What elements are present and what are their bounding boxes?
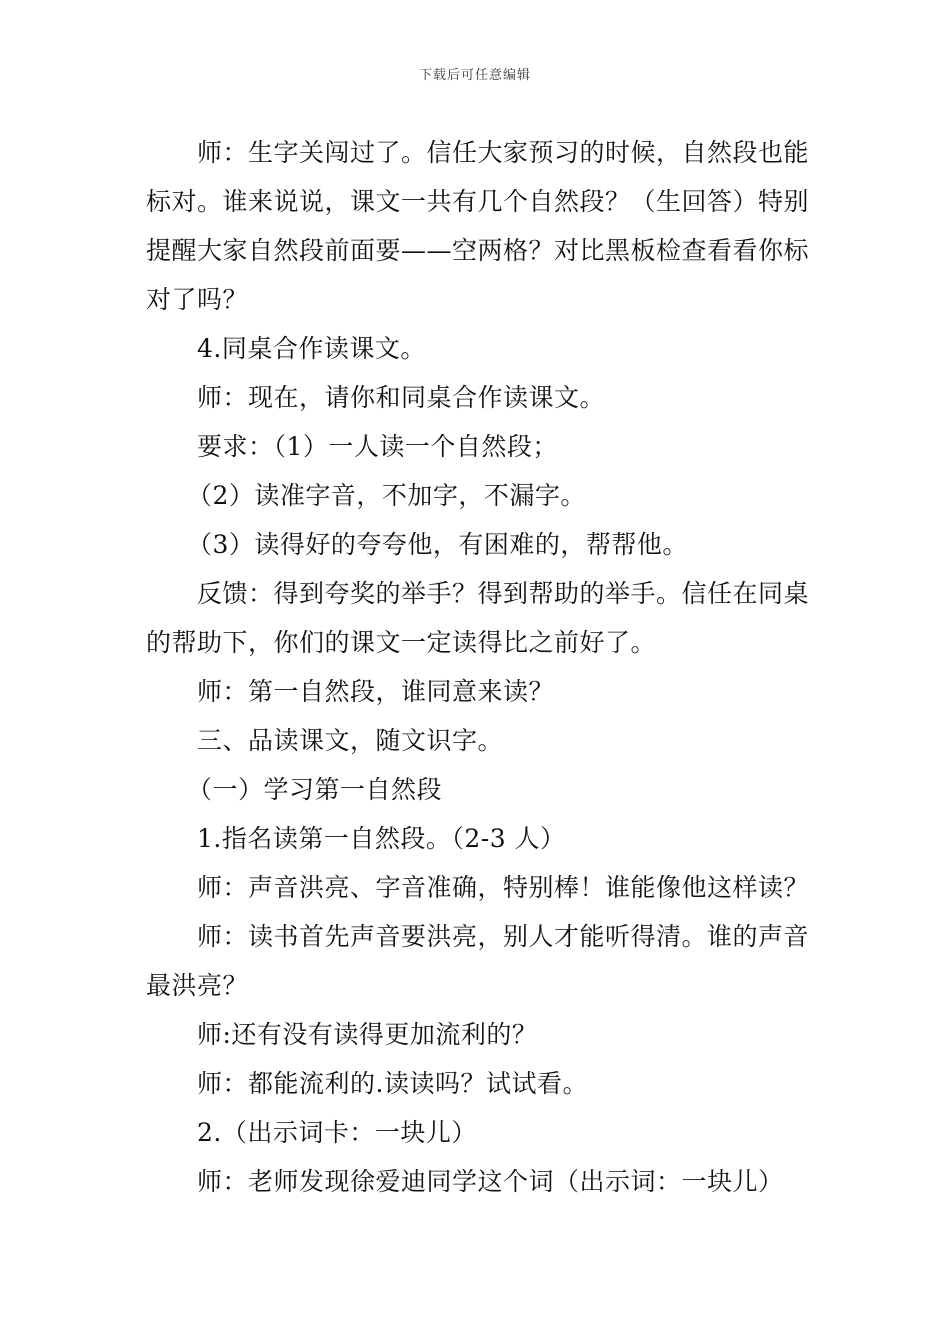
paragraph-2: 4.同桌合作读课文。 [197, 334, 426, 363]
paragraph-7: 反馈：得到夸奖的举手？得到帮助的举手。信任在同桌的帮助下，你们的课文一定读得比之前好了。 [146, 579, 810, 657]
paragraph-17: 师：老师发现徐爱迪同学这个词（出示词：一块儿） [197, 1167, 784, 1196]
subsection-heading-1: （一）学习第一自然段 [187, 775, 443, 804]
section-heading-3: 三、品读课文，随文识字。 [197, 726, 504, 755]
document-body [146, 128, 811, 1206]
paragraph-5: （2）读准字音，不加字，不漏字。 [187, 481, 586, 510]
paragraph-4: 要求：（1）一人读一个自然段； [197, 432, 558, 461]
paragraph-1: 师：生字关闯过了。信任大家预习的时候，自然段也能标对。谁来说说，课文一共有几个自然段？（生回答）特别提醒大家自然段前面要——空两格？对比黑板检查看看你标对了吗？ [146, 138, 810, 314]
paragraph-14: 师:还有没有读得更加流利的？ [197, 1020, 538, 1049]
paragraph-11: 1.指名读第一自然段。（2-3 人） [197, 824, 566, 853]
paragraph-12: 师：声音洪亮、字音准确，特别棒！谁能像他这样读？ [197, 873, 810, 902]
paragraph-16: 2.（出示词卡：一块儿） [197, 1118, 477, 1147]
paragraph-8: 师：第一自然段，谁同意来读？ [197, 677, 555, 706]
paragraph-3: 师：现在，请你和同桌合作读课文。 [197, 383, 606, 412]
paragraph-6: （3）读得好的夸夸他，有困难的，帮帮他。 [187, 530, 688, 559]
page-header: 下载后可任意编辑 [418, 68, 531, 83]
paragraph-13: 师：读书首先声音要洪亮，别人才能听得清。谁的声音最洪亮？ [146, 922, 810, 1000]
paragraph-15: 师：都能流利的.读读吗？试试看。 [197, 1069, 588, 1098]
